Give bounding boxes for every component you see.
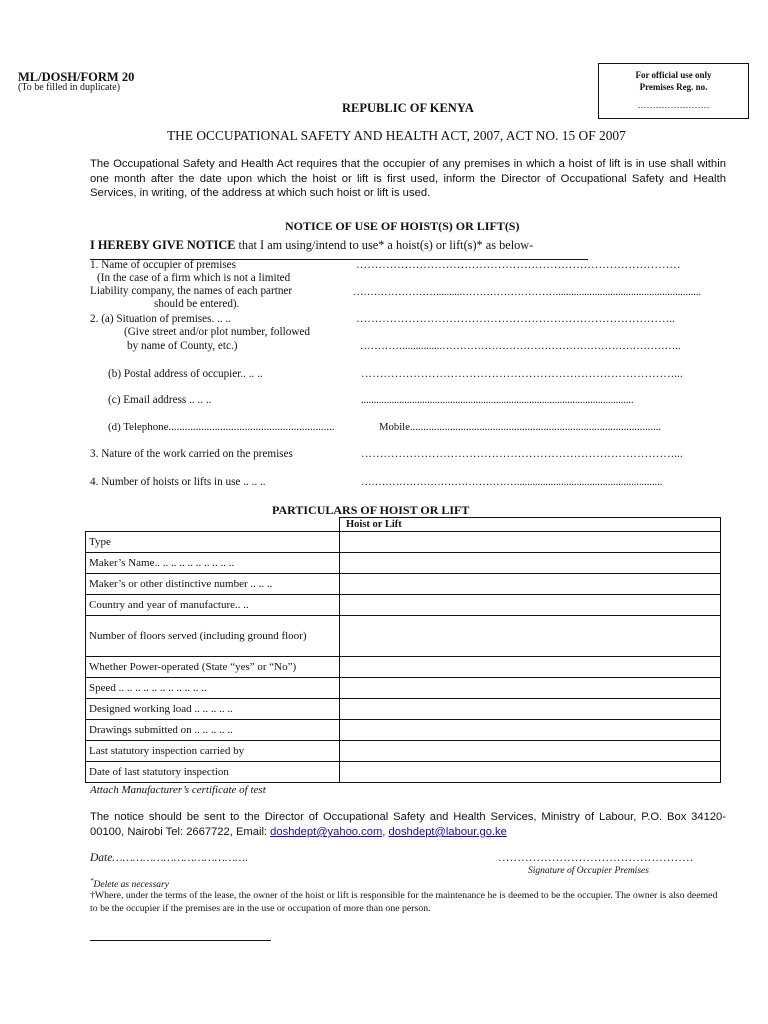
item3-label: 3. Nature of the work carried on the premises [90, 448, 293, 460]
table-row [86, 574, 721, 595]
row-value-cell[interactable] [340, 657, 721, 678]
particulars-table [85, 517, 721, 783]
item3-field[interactable]: …………………………………………………………………………... [361, 448, 683, 460]
table-row [86, 699, 721, 720]
official-use-label: For official use only [635, 70, 712, 80]
row-label: Last statutory inspection carried by [86, 741, 340, 762]
table-row [86, 657, 721, 678]
date-field[interactable]: Date…………………………………. [90, 852, 249, 864]
item2c-label: (c) Email address .. .. .. [108, 394, 212, 406]
email-link-labour[interactable]: doshdept@labour.go.ke [388, 826, 507, 838]
intro-paragraph: The Occupational Safety and Health Act requires that the occupier of any premises in which a hoist of lift is in use shall within one month after the date upon which the hoist or lift is first used, inform the Director of Occupational Safety and Health Services, in writing, of the address at which such hoist or lift is used. [90, 158, 726, 200]
row-value-cell[interactable] [340, 595, 721, 616]
item2b-label: (b) Postal address of occupier.. .. .. [108, 368, 263, 380]
table-row [86, 678, 721, 699]
item2c-field[interactable]: ........................................................................................................... [361, 395, 634, 406]
form-code: ML/DOSH/FORM 20 [18, 70, 135, 84]
item2d-mobile[interactable]: Mobile.............................................................................................. [379, 421, 662, 433]
row-label: Designed working load .. .. .. .. .. [86, 699, 340, 720]
item1-sub3: should be entered). [154, 298, 240, 310]
table-header-hoist-or-lift: Hoist or Lift [340, 518, 721, 532]
email-link-yahoo[interactable]: doshdept@yahoo.com [270, 826, 383, 838]
row-label: Whether Power-operated (State “yes” or “No”) [86, 657, 340, 678]
official-use-box [598, 63, 749, 119]
row-value-cell[interactable] [340, 762, 721, 783]
delete-note-text: Delete as necessary [93, 880, 169, 891]
particulars-heading: PARTICULARS OF HOIST OR LIFT [272, 503, 470, 517]
item2a-field-line2[interactable]: …………...............………………………………………………………….. [360, 341, 681, 352]
item1-field-line2[interactable]: ……………………..........………………………........................................................ [353, 287, 702, 298]
row-label: Maker’s Name.. .. .. .. .. .. .. .. .. .. [86, 553, 340, 574]
send-text: The notice should be sent to the Director of Occupational Safety and Health Services, Ministry of Labour, P.O. Box 34120-00100, Nairobi Tel: 2667722, Email: [90, 811, 726, 838]
signature-label: Signature of Occupier Premises [528, 866, 649, 876]
table-row [86, 595, 721, 616]
republic-heading: REPUBLIC OF KENYA [342, 101, 474, 115]
row-value-cell[interactable] [340, 741, 721, 762]
item2a-sub2: by name of County, etc.) [127, 340, 238, 352]
duplicate-note: (To be filled in duplicate) [18, 82, 121, 93]
item1-sub2: Liability company, the names of each partner [90, 285, 293, 297]
item4-label: 4. Number of hoists or lifts in use .. .. .. [90, 476, 266, 488]
row-label: Speed .. .. .. .. .. .. .. .. .. .. .. [86, 678, 340, 699]
attach-certificate-note: Attach Manufacturer’s certificate of test [90, 784, 266, 796]
row-value-cell[interactable] [340, 678, 721, 699]
row-value-cell[interactable] [340, 616, 721, 657]
item2a-sub1: (Give street and/or plot number, followed [124, 326, 310, 338]
table-row [86, 762, 721, 783]
footnote-rule [90, 940, 271, 941]
item2d-telephone[interactable]: (d) Telephone............................................................. [108, 421, 335, 433]
delete-note-star: * [90, 877, 94, 885]
item1-label: 1. Name of occupier of premises [90, 259, 237, 271]
table-row [86, 532, 721, 553]
table-row [86, 720, 721, 741]
item2a-field-line1[interactable]: ………………………………………………………………………….. [356, 313, 675, 325]
row-label: Date of last statutory inspection [86, 762, 340, 783]
row-label: Maker’s or other distinctive number .. .. .. [86, 574, 340, 595]
row-value-cell[interactable] [340, 553, 721, 574]
row-label: Country and year of manufacture.. .. [86, 595, 340, 616]
item1-sub1: (In the case of a firm which is not a limited [97, 272, 291, 284]
table-header-empty [86, 518, 340, 532]
premises-reg-field: …………………… [637, 100, 710, 110]
item1-field-line1[interactable]: …………………………………………………………………………… [356, 259, 681, 271]
delete-note [90, 877, 169, 890]
give-notice-bold: I HEREBY GIVE NOTICE [90, 238, 236, 252]
row-value-cell[interactable] [340, 532, 721, 553]
row-label: Number of floors served (including ground floor) [86, 616, 340, 657]
email-separator: , [382, 826, 389, 838]
table-row [86, 553, 721, 574]
item2b-field[interactable]: …………………………………………………………………………... [361, 368, 683, 380]
act-title: THE OCCUPATIONAL SAFETY AND HEALTH ACT, 2007, ACT NO. 15 OF 2007 [167, 128, 626, 143]
row-label: Type [86, 532, 340, 553]
row-value-cell[interactable] [340, 574, 721, 595]
item4-field[interactable]: ………………………………………........................................................ [361, 477, 663, 488]
row-value-cell[interactable] [340, 699, 721, 720]
row-label: Drawings submitted on .. .. .. .. .. [86, 720, 340, 741]
item2a-label: 2. (a) Situation of premises. .. .. [90, 313, 232, 325]
give-notice-line [90, 238, 533, 253]
table-row [86, 741, 721, 762]
premises-reg-label: Premises Reg. no. [639, 82, 708, 92]
notice-heading: NOTICE OF USE OF HOIST(S) OR LIFT(S) [285, 219, 520, 233]
table-row [86, 616, 721, 657]
lease-note: †Where, under the terms of the lease, the owner of the hoist or lift is responsible for the maintenance he is deemed to be the occupier. The owner is also deemed to be the occupier if the premises are in the use or occupation of more than one person. [90, 890, 718, 914]
row-value-cell[interactable] [340, 720, 721, 741]
table-header-row [86, 518, 721, 532]
signature-field[interactable]: …………………………………………… [498, 852, 694, 864]
send-instructions [90, 810, 726, 840]
give-notice-text: that I am using/intend to use* a hoist(s) or lift(s)* as below- [235, 238, 534, 252]
